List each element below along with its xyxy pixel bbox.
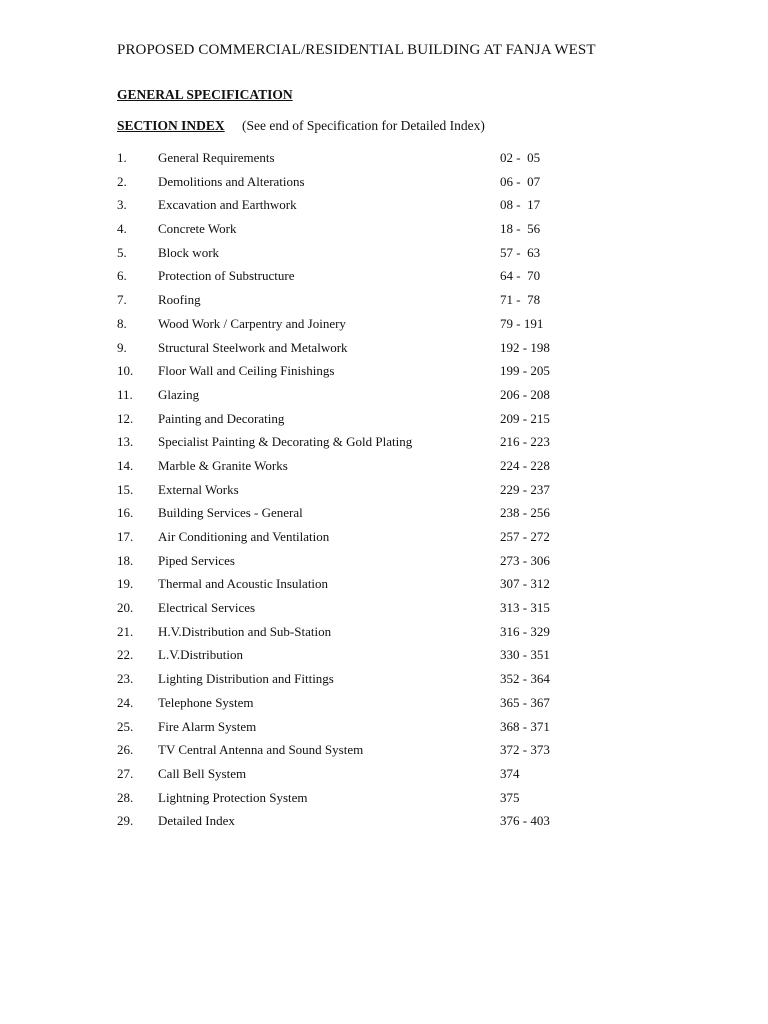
section-index-label: SECTION INDEX	[117, 118, 225, 133]
section-name: Telephone System	[158, 694, 254, 710]
section-number: 11.	[117, 386, 133, 402]
section-pages: 372 - 373	[500, 742, 550, 758]
section-number: 2.	[117, 173, 127, 189]
section-number: 19.	[117, 576, 134, 592]
section-row	[0, 600, 768, 624]
section-name: Marble & Granite Works	[158, 457, 288, 473]
section-row	[0, 742, 768, 766]
section-row	[0, 813, 768, 837]
section-pages: 368 - 371	[500, 718, 550, 734]
section-pages: 365 - 367	[500, 694, 550, 710]
section-name: Detailed Index	[158, 813, 235, 829]
section-pages: 199 - 205	[500, 363, 550, 379]
section-row	[0, 245, 768, 269]
section-name: Air Conditioning and Ventilation	[158, 529, 330, 544]
section-number: 6.	[117, 268, 127, 284]
section-pages: 229 - 237	[500, 481, 550, 497]
section-row	[0, 766, 768, 790]
section-name: General Requirements	[158, 150, 275, 165]
section-row	[0, 482, 768, 506]
section-name: TV Central Antenna and Sound System	[158, 742, 364, 758]
section-row	[0, 363, 768, 387]
section-number: 25.	[117, 718, 134, 734]
section-pages: 313 - 315	[500, 600, 550, 616]
section-row	[0, 505, 768, 529]
section-number: 28.	[117, 789, 134, 805]
section-name: Excavation and Earthwork	[158, 197, 297, 213]
section-pages: 375	[500, 789, 520, 805]
section-number: 29.	[117, 813, 134, 829]
section-number: 13.	[117, 434, 134, 450]
section-pages: 06 - 07	[500, 173, 541, 189]
section-number: 26.	[117, 742, 134, 758]
section-row	[0, 316, 768, 340]
section-name: Painting and Decorating	[158, 410, 285, 426]
section-name: Floor Wall and Ceiling Finishings	[158, 363, 335, 379]
section-number: 14.	[117, 457, 134, 473]
section-number: 20.	[117, 600, 134, 616]
section-row	[0, 292, 768, 316]
section-row	[0, 174, 768, 198]
section-number: 8.	[117, 315, 127, 331]
section-pages: 352 - 364	[500, 671, 550, 687]
section-name: Thermal and Acoustic Insulation	[158, 576, 329, 592]
section-row	[0, 790, 768, 814]
section-number: 18.	[117, 552, 134, 568]
section-row	[0, 671, 768, 695]
section-row	[0, 458, 768, 482]
section-number: 17.	[117, 529, 134, 544]
section-pages: 307 - 312	[500, 576, 550, 592]
section-row	[0, 268, 768, 292]
section-row	[0, 576, 768, 600]
section-name: Building Services - General	[158, 505, 303, 521]
section-number: 16.	[117, 505, 134, 521]
section-pages: 216 - 223	[500, 434, 550, 450]
section-name: Electrical Services	[158, 600, 256, 616]
section-number: 22.	[117, 647, 134, 663]
section-pages: 57 - 63	[500, 244, 541, 260]
section-row	[0, 553, 768, 577]
section-row	[0, 624, 768, 648]
section-name: Specialist Painting & Decorating & Gold Plating	[158, 434, 413, 450]
general-specification-heading: GENERAL SPECIFICATION	[117, 87, 293, 102]
section-pages: 257 - 272	[500, 529, 550, 544]
section-pages: 18 - 56	[500, 221, 541, 237]
section-pages: 02 - 05	[500, 150, 541, 165]
section-pages: 08 - 17	[500, 197, 541, 213]
section-number: 3.	[117, 197, 127, 213]
section-pages: 192 - 198	[500, 339, 550, 355]
section-row	[0, 719, 768, 743]
section-pages: 273 - 306	[500, 552, 550, 568]
section-name: Call Bell System	[158, 765, 247, 781]
section-name: Glazing	[158, 386, 200, 402]
section-pages: 224 - 228	[500, 457, 550, 473]
section-name: External Works	[158, 481, 239, 497]
section-name: Demolitions and Alterations	[158, 173, 305, 189]
section-number: 24.	[117, 694, 134, 710]
section-name: Structural Steelwork and Metalwork	[158, 339, 348, 355]
section-pages: 79 - 191	[500, 315, 544, 331]
section-name: Block work	[158, 244, 220, 260]
section-row	[0, 695, 768, 719]
section-pages: 238 - 256	[500, 505, 550, 521]
section-number: 23.	[117, 671, 134, 687]
section-row	[0, 434, 768, 458]
section-pages: 206 - 208	[500, 386, 550, 402]
section-row	[0, 387, 768, 411]
section-row	[0, 150, 768, 174]
section-number: 12.	[117, 410, 134, 426]
section-number: 7.	[117, 292, 127, 308]
section-pages: 316 - 329	[500, 623, 550, 639]
section-pages: 71 - 78	[500, 292, 541, 308]
section-pages: 374	[500, 765, 520, 781]
section-name: Wood Work / Carpentry and Joinery	[158, 315, 346, 331]
section-number: 10.	[117, 363, 134, 379]
section-number: 27.	[117, 765, 134, 781]
section-name: H.V.Distribution and Sub-Station	[158, 623, 332, 639]
section-name: Piped Services	[158, 552, 235, 568]
section-name: Lightning Protection System	[158, 789, 308, 805]
section-pages: 376 - 403	[500, 813, 550, 829]
section-row	[0, 411, 768, 435]
section-name: Lighting Distribution and Fittings	[158, 671, 334, 687]
section-pages: 209 - 215	[500, 410, 550, 426]
section-name: Concrete Work	[158, 221, 237, 237]
section-pages: 64 - 70	[500, 268, 541, 284]
section-row	[0, 197, 768, 221]
section-number: 15.	[117, 481, 134, 497]
section-pages: 330 - 351	[500, 647, 550, 663]
section-row	[0, 529, 768, 553]
section-row	[0, 221, 768, 245]
document-title: PROPOSED COMMERCIAL/RESIDENTIAL BUILDING AT FANJA WEST	[117, 42, 596, 58]
section-index-header	[117, 118, 485, 134]
section-name: Roofing	[158, 292, 201, 308]
section-name: Fire Alarm System	[158, 718, 257, 734]
section-number: 1.	[117, 150, 127, 165]
section-name: Protection of Substructure	[158, 268, 295, 284]
section-number: 5.	[117, 244, 127, 260]
section-row	[0, 340, 768, 364]
section-number: 9.	[117, 339, 127, 355]
section-list	[0, 150, 768, 837]
section-name: L.V.Distribution	[158, 647, 243, 663]
section-number: 4.	[117, 221, 127, 237]
section-index-note: (See end of Specification for Detailed Index)	[242, 118, 485, 133]
section-row	[0, 647, 768, 671]
section-number: 21.	[117, 623, 134, 639]
